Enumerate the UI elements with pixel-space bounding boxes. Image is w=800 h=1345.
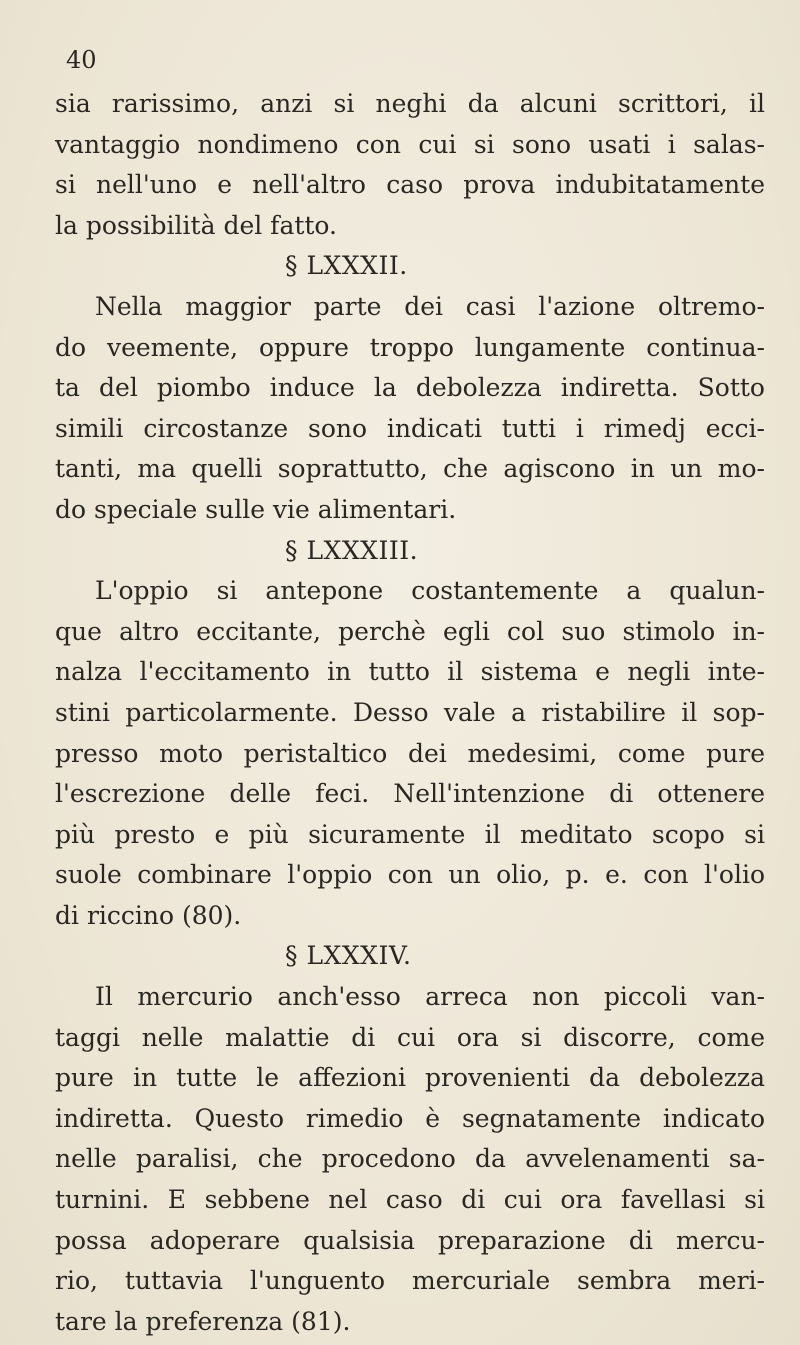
text-line: que altro eccitante, perchè egli col suo stimolo in- [55,616,765,646]
page-number: 40 [66,46,97,74]
text-line: do speciale sulle vie alimentari. [55,494,457,524]
text-line: taggi nelle malattie di cui ora si discorre, come [55,1022,765,1052]
text-line: l'escrezione delle feci. Nell'intenzione di ottenere [55,779,765,809]
section-heading: § LXXXIII. [285,535,419,565]
text-line: nalza l'eccitamento in tutto il sistema e negli inte- [55,657,765,687]
paragraph [55,571,765,936]
paragraph [55,287,765,531]
text-line: L'oppio si antepone costantemente a qualun- [95,576,765,606]
text-line: pure in tutte le affezioni provenienti da debolezza [55,1063,765,1093]
text-line: ta del piombo induce la debolezza indiretta. Sotto [55,373,765,403]
text-line: Nella maggior parte dei casi l'azione oltremo- [95,291,765,321]
text-line: vantaggio nondimeno con cui si sono usati i salas- [55,129,765,159]
text-line: Il mercurio anch'esso arreca non piccoli van- [95,982,765,1012]
text-line: la possibilità del fatto. [55,210,337,240]
text-line: di riccino (80). [55,900,242,930]
text-line: turnini. E sebbene nel caso di cui ora favellasi si [55,1185,765,1215]
text-line: stini particolarmente. Desso vale a ristabilire il sop- [55,697,765,727]
text-line: presso moto peristaltico dei medesimi, come pure [55,738,765,768]
text-line: nelle paralisi, che procedono da avvelenamenti sa- [55,1144,765,1174]
text-line: indiretta. Questo rimedio è segnatamente indicato [55,1103,765,1133]
text-line: più presto e più sicuramente il meditato scopo si [55,819,765,849]
text-line: tare la preferenza (81). [55,1306,351,1336]
text-line: simili circostanze sono indicati tutti i rimedj ecci- [55,413,765,443]
text-line: do veemente, oppure troppo lungamente continua- [55,332,765,362]
text-line: tanti, ma quelli soprattutto, che agiscono in un mo- [55,454,765,484]
section-heading: § LXXXII. [285,251,408,281]
body-text [55,84,765,1342]
paragraph [55,84,765,246]
text-line: suole combinare l'oppio con un olio, p. e. con l'olio [55,860,765,890]
text-line: si nell'uno e nell'altro caso prova indubitatamente [55,170,765,200]
text-line: rio, tuttavia l'unguento mercuriale sembra meri- [55,1266,765,1296]
section-heading: § LXXXIV. [285,941,412,971]
text-line: sia rarissimo, anzi si neghi da alcuni scrittori, il [55,89,765,118]
paragraph [55,977,765,1342]
text-line: possa adoperare qualsisia preparazione di mercu- [55,1225,765,1255]
